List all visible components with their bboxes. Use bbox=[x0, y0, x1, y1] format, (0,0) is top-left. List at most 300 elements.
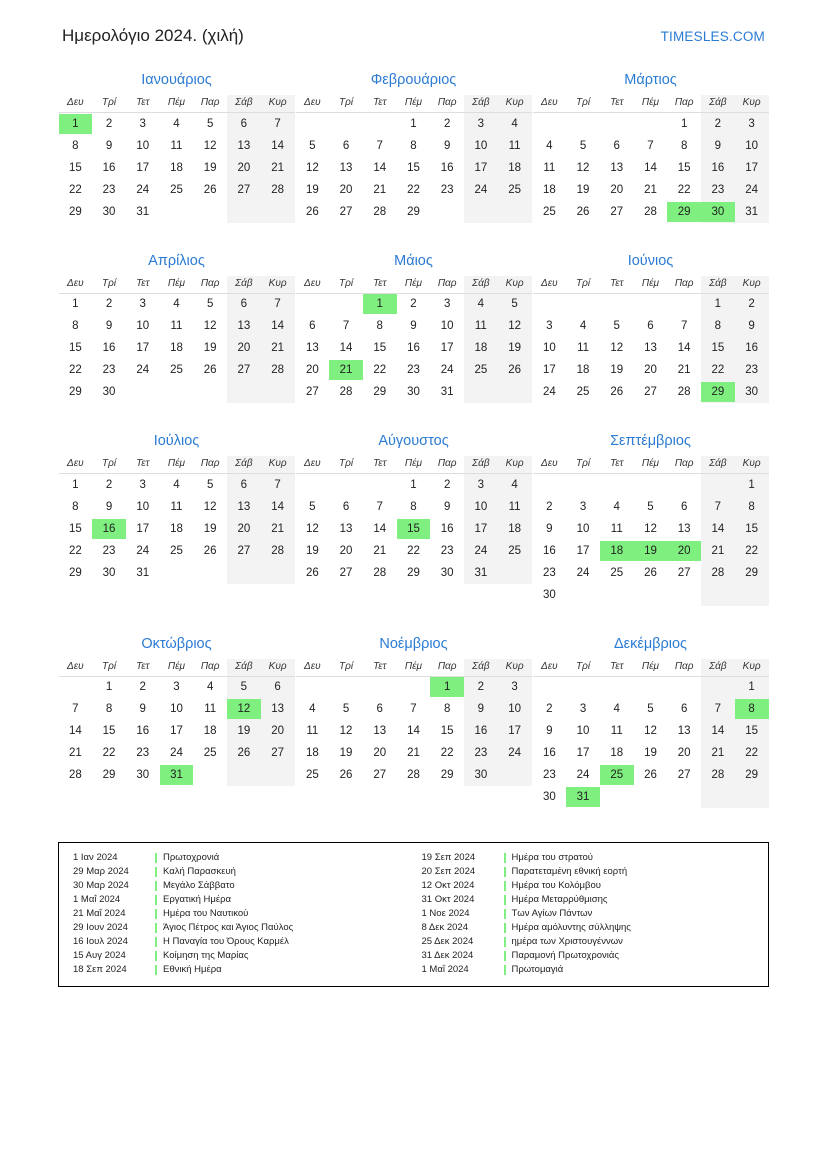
day-cell[interactable] bbox=[261, 540, 295, 562]
day-cell[interactable] bbox=[430, 337, 464, 359]
day-cell[interactable] bbox=[92, 135, 126, 157]
day-cell[interactable] bbox=[160, 518, 194, 540]
day-cell[interactable] bbox=[59, 157, 93, 179]
day-cell[interactable] bbox=[92, 381, 126, 403]
day-cell[interactable] bbox=[735, 337, 769, 359]
day-cell[interactable] bbox=[600, 201, 634, 223]
day-cell[interactable] bbox=[160, 742, 194, 764]
day-cell[interactable] bbox=[59, 135, 93, 157]
day-cell[interactable] bbox=[227, 293, 261, 315]
day-cell[interactable] bbox=[533, 337, 567, 359]
day-cell[interactable] bbox=[667, 742, 701, 764]
day-cell[interactable] bbox=[701, 179, 735, 201]
day-cell[interactable] bbox=[566, 381, 600, 403]
day-cell[interactable] bbox=[634, 562, 668, 584]
brand-link[interactable]: TIMESLES.COM bbox=[660, 28, 765, 44]
day-cell[interactable] bbox=[430, 381, 464, 403]
day-cell[interactable] bbox=[667, 315, 701, 337]
day-cell[interactable] bbox=[329, 698, 363, 720]
day-cell[interactable] bbox=[397, 540, 431, 562]
day-cell[interactable] bbox=[126, 359, 160, 381]
day-cell[interactable] bbox=[261, 113, 295, 135]
day-cell[interactable] bbox=[735, 179, 769, 201]
day-cell[interactable] bbox=[667, 764, 701, 786]
day-cell[interactable] bbox=[160, 337, 194, 359]
day-cell[interactable] bbox=[59, 113, 93, 135]
day-cell[interactable] bbox=[296, 742, 330, 764]
day-cell[interactable] bbox=[363, 315, 397, 337]
day-cell[interactable] bbox=[261, 315, 295, 337]
day-cell[interactable] bbox=[126, 337, 160, 359]
day-cell[interactable] bbox=[227, 474, 261, 496]
day-cell[interactable] bbox=[397, 113, 431, 135]
day-cell[interactable] bbox=[193, 293, 227, 315]
day-cell[interactable] bbox=[634, 381, 668, 403]
day-cell[interactable] bbox=[92, 359, 126, 381]
day-cell[interactable] bbox=[296, 562, 330, 584]
day-cell[interactable] bbox=[498, 293, 532, 315]
day-cell[interactable] bbox=[160, 359, 194, 381]
day-cell[interactable] bbox=[59, 201, 93, 223]
day-cell[interactable] bbox=[498, 179, 532, 201]
day-cell[interactable] bbox=[193, 337, 227, 359]
day-cell[interactable] bbox=[701, 540, 735, 562]
day-cell[interactable] bbox=[430, 293, 464, 315]
day-cell[interactable] bbox=[92, 157, 126, 179]
day-cell[interactable] bbox=[261, 474, 295, 496]
day-cell[interactable] bbox=[667, 179, 701, 201]
day-cell[interactable] bbox=[227, 676, 261, 698]
day-cell[interactable] bbox=[397, 720, 431, 742]
day-cell[interactable] bbox=[566, 742, 600, 764]
day-cell[interactable] bbox=[296, 540, 330, 562]
day-cell[interactable] bbox=[397, 764, 431, 786]
day-cell[interactable] bbox=[600, 337, 634, 359]
day-cell[interactable] bbox=[92, 540, 126, 562]
day-cell[interactable] bbox=[735, 293, 769, 315]
day-cell[interactable] bbox=[634, 135, 668, 157]
day-cell[interactable] bbox=[533, 381, 567, 403]
day-cell[interactable] bbox=[193, 474, 227, 496]
day-cell[interactable] bbox=[193, 113, 227, 135]
day-cell[interactable] bbox=[261, 720, 295, 742]
day-cell[interactable] bbox=[227, 720, 261, 742]
day-cell[interactable] bbox=[701, 293, 735, 315]
day-cell[interactable] bbox=[160, 474, 194, 496]
day-cell[interactable] bbox=[363, 381, 397, 403]
day-cell[interactable] bbox=[498, 742, 532, 764]
day-cell[interactable] bbox=[126, 764, 160, 786]
day-cell[interactable] bbox=[329, 540, 363, 562]
day-cell[interactable] bbox=[667, 720, 701, 742]
day-cell[interactable] bbox=[397, 474, 431, 496]
day-cell[interactable] bbox=[296, 315, 330, 337]
day-cell[interactable] bbox=[430, 113, 464, 135]
day-cell[interactable] bbox=[566, 786, 600, 808]
day-cell[interactable] bbox=[464, 157, 498, 179]
day-cell[interactable] bbox=[92, 315, 126, 337]
day-cell[interactable] bbox=[261, 698, 295, 720]
day-cell[interactable] bbox=[329, 179, 363, 201]
day-cell[interactable] bbox=[735, 562, 769, 584]
day-cell[interactable] bbox=[126, 698, 160, 720]
day-cell[interactable] bbox=[634, 359, 668, 381]
day-cell[interactable] bbox=[498, 720, 532, 742]
day-cell[interactable] bbox=[92, 518, 126, 540]
day-cell[interactable] bbox=[126, 315, 160, 337]
day-cell[interactable] bbox=[329, 135, 363, 157]
day-cell[interactable] bbox=[363, 742, 397, 764]
day-cell[interactable] bbox=[701, 764, 735, 786]
day-cell[interactable] bbox=[329, 315, 363, 337]
day-cell[interactable] bbox=[533, 315, 567, 337]
day-cell[interactable] bbox=[533, 201, 567, 223]
day-cell[interactable] bbox=[634, 179, 668, 201]
day-cell[interactable] bbox=[498, 135, 532, 157]
day-cell[interactable] bbox=[329, 742, 363, 764]
day-cell[interactable] bbox=[227, 496, 261, 518]
day-cell[interactable] bbox=[193, 157, 227, 179]
day-cell[interactable] bbox=[329, 381, 363, 403]
day-cell[interactable] bbox=[126, 293, 160, 315]
day-cell[interactable] bbox=[566, 540, 600, 562]
day-cell[interactable] bbox=[464, 315, 498, 337]
day-cell[interactable] bbox=[296, 359, 330, 381]
day-cell[interactable] bbox=[126, 676, 160, 698]
day-cell[interactable] bbox=[600, 179, 634, 201]
day-cell[interactable] bbox=[533, 720, 567, 742]
day-cell[interactable] bbox=[464, 496, 498, 518]
day-cell[interactable] bbox=[464, 113, 498, 135]
day-cell[interactable] bbox=[59, 540, 93, 562]
day-cell[interactable] bbox=[296, 720, 330, 742]
day-cell[interactable] bbox=[193, 698, 227, 720]
day-cell[interactable] bbox=[735, 698, 769, 720]
day-cell[interactable] bbox=[430, 179, 464, 201]
day-cell[interactable] bbox=[533, 562, 567, 584]
day-cell[interactable] bbox=[498, 113, 532, 135]
day-cell[interactable] bbox=[126, 518, 160, 540]
day-cell[interactable] bbox=[126, 135, 160, 157]
day-cell[interactable] bbox=[397, 359, 431, 381]
day-cell[interactable] bbox=[92, 698, 126, 720]
day-cell[interactable] bbox=[59, 720, 93, 742]
day-cell[interactable] bbox=[261, 518, 295, 540]
day-cell[interactable] bbox=[363, 698, 397, 720]
day-cell[interactable] bbox=[735, 359, 769, 381]
day-cell[interactable] bbox=[59, 742, 93, 764]
day-cell[interactable] bbox=[430, 135, 464, 157]
day-cell[interactable] bbox=[498, 676, 532, 698]
day-cell[interactable] bbox=[397, 496, 431, 518]
day-cell[interactable] bbox=[533, 584, 567, 606]
day-cell[interactable] bbox=[59, 764, 93, 786]
day-cell[interactable] bbox=[92, 113, 126, 135]
day-cell[interactable] bbox=[397, 293, 431, 315]
day-cell[interactable] bbox=[566, 518, 600, 540]
day-cell[interactable] bbox=[296, 496, 330, 518]
day-cell[interactable] bbox=[160, 720, 194, 742]
day-cell[interactable] bbox=[735, 676, 769, 698]
day-cell[interactable] bbox=[533, 742, 567, 764]
day-cell[interactable] bbox=[160, 179, 194, 201]
day-cell[interactable] bbox=[92, 474, 126, 496]
day-cell[interactable] bbox=[160, 135, 194, 157]
day-cell[interactable] bbox=[160, 540, 194, 562]
day-cell[interactable] bbox=[59, 562, 93, 584]
day-cell[interactable] bbox=[701, 135, 735, 157]
day-cell[interactable] bbox=[329, 562, 363, 584]
day-cell[interactable] bbox=[126, 720, 160, 742]
day-cell[interactable] bbox=[92, 293, 126, 315]
day-cell[interactable] bbox=[92, 720, 126, 742]
day-cell[interactable] bbox=[363, 337, 397, 359]
day-cell[interactable] bbox=[634, 698, 668, 720]
day-cell[interactable] bbox=[227, 315, 261, 337]
day-cell[interactable] bbox=[566, 562, 600, 584]
day-cell[interactable] bbox=[667, 496, 701, 518]
day-cell[interactable] bbox=[701, 315, 735, 337]
day-cell[interactable] bbox=[329, 337, 363, 359]
day-cell[interactable] bbox=[464, 698, 498, 720]
day-cell[interactable] bbox=[735, 764, 769, 786]
day-cell[interactable] bbox=[59, 474, 93, 496]
day-cell[interactable] bbox=[397, 201, 431, 223]
day-cell[interactable] bbox=[600, 381, 634, 403]
day-cell[interactable] bbox=[464, 676, 498, 698]
day-cell[interactable] bbox=[735, 518, 769, 540]
day-cell[interactable] bbox=[92, 496, 126, 518]
day-cell[interactable] bbox=[193, 496, 227, 518]
day-cell[interactable] bbox=[735, 113, 769, 135]
day-cell[interactable] bbox=[397, 179, 431, 201]
day-cell[interactable] bbox=[667, 337, 701, 359]
day-cell[interactable] bbox=[464, 764, 498, 786]
day-cell[interactable] bbox=[600, 698, 634, 720]
day-cell[interactable] bbox=[667, 113, 701, 135]
day-cell[interactable] bbox=[464, 474, 498, 496]
day-cell[interactable] bbox=[701, 562, 735, 584]
day-cell[interactable] bbox=[397, 315, 431, 337]
day-cell[interactable] bbox=[227, 113, 261, 135]
day-cell[interactable] bbox=[160, 496, 194, 518]
day-cell[interactable] bbox=[600, 518, 634, 540]
day-cell[interactable] bbox=[533, 157, 567, 179]
day-cell[interactable] bbox=[701, 496, 735, 518]
day-cell[interactable] bbox=[227, 135, 261, 157]
day-cell[interactable] bbox=[701, 359, 735, 381]
day-cell[interactable] bbox=[566, 135, 600, 157]
day-cell[interactable] bbox=[533, 698, 567, 720]
day-cell[interactable] bbox=[193, 179, 227, 201]
day-cell[interactable] bbox=[735, 135, 769, 157]
day-cell[interactable] bbox=[634, 742, 668, 764]
day-cell[interactable] bbox=[533, 496, 567, 518]
day-cell[interactable] bbox=[160, 698, 194, 720]
day-cell[interactable] bbox=[160, 293, 194, 315]
day-cell[interactable] bbox=[227, 518, 261, 540]
day-cell[interactable] bbox=[667, 381, 701, 403]
day-cell[interactable] bbox=[126, 540, 160, 562]
day-cell[interactable] bbox=[667, 698, 701, 720]
day-cell[interactable] bbox=[498, 337, 532, 359]
day-cell[interactable] bbox=[329, 764, 363, 786]
day-cell[interactable] bbox=[634, 720, 668, 742]
day-cell[interactable] bbox=[329, 720, 363, 742]
day-cell[interactable] bbox=[363, 135, 397, 157]
day-cell[interactable] bbox=[329, 157, 363, 179]
day-cell[interactable] bbox=[126, 496, 160, 518]
day-cell[interactable] bbox=[430, 720, 464, 742]
day-cell[interactable] bbox=[498, 157, 532, 179]
day-cell[interactable] bbox=[430, 157, 464, 179]
day-cell[interactable] bbox=[397, 742, 431, 764]
day-cell[interactable] bbox=[701, 201, 735, 223]
day-cell[interactable] bbox=[735, 201, 769, 223]
day-cell[interactable] bbox=[126, 179, 160, 201]
day-cell[interactable] bbox=[634, 764, 668, 786]
day-cell[interactable] bbox=[92, 562, 126, 584]
day-cell[interactable] bbox=[92, 201, 126, 223]
day-cell[interactable] bbox=[464, 359, 498, 381]
day-cell[interactable] bbox=[430, 496, 464, 518]
day-cell[interactable] bbox=[634, 315, 668, 337]
day-cell[interactable] bbox=[296, 337, 330, 359]
day-cell[interactable] bbox=[261, 293, 295, 315]
day-cell[interactable] bbox=[363, 496, 397, 518]
day-cell[interactable] bbox=[397, 518, 431, 540]
day-cell[interactable] bbox=[533, 359, 567, 381]
day-cell[interactable] bbox=[634, 157, 668, 179]
day-cell[interactable] bbox=[160, 676, 194, 698]
day-cell[interactable] bbox=[735, 496, 769, 518]
day-cell[interactable] bbox=[735, 742, 769, 764]
day-cell[interactable] bbox=[464, 720, 498, 742]
day-cell[interactable] bbox=[193, 540, 227, 562]
day-cell[interactable] bbox=[227, 742, 261, 764]
day-cell[interactable] bbox=[566, 698, 600, 720]
day-cell[interactable] bbox=[498, 496, 532, 518]
day-cell[interactable] bbox=[126, 157, 160, 179]
day-cell[interactable] bbox=[464, 540, 498, 562]
day-cell[interactable] bbox=[296, 698, 330, 720]
day-cell[interactable] bbox=[397, 337, 431, 359]
day-cell[interactable] bbox=[397, 157, 431, 179]
day-cell[interactable] bbox=[430, 562, 464, 584]
day-cell[interactable] bbox=[533, 540, 567, 562]
day-cell[interactable] bbox=[533, 179, 567, 201]
day-cell[interactable] bbox=[126, 562, 160, 584]
day-cell[interactable] bbox=[363, 293, 397, 315]
day-cell[interactable] bbox=[193, 720, 227, 742]
day-cell[interactable] bbox=[227, 698, 261, 720]
day-cell[interactable] bbox=[92, 764, 126, 786]
day-cell[interactable] bbox=[600, 157, 634, 179]
day-cell[interactable] bbox=[566, 359, 600, 381]
day-cell[interactable] bbox=[261, 742, 295, 764]
day-cell[interactable] bbox=[600, 359, 634, 381]
day-cell[interactable] bbox=[430, 315, 464, 337]
day-cell[interactable] bbox=[227, 179, 261, 201]
day-cell[interactable] bbox=[634, 337, 668, 359]
day-cell[interactable] bbox=[667, 359, 701, 381]
day-cell[interactable] bbox=[600, 764, 634, 786]
day-cell[interactable] bbox=[363, 359, 397, 381]
day-cell[interactable] bbox=[634, 201, 668, 223]
day-cell[interactable] bbox=[735, 381, 769, 403]
day-cell[interactable] bbox=[59, 518, 93, 540]
day-cell[interactable] bbox=[59, 293, 93, 315]
day-cell[interactable] bbox=[533, 764, 567, 786]
day-cell[interactable] bbox=[498, 359, 532, 381]
day-cell[interactable] bbox=[363, 720, 397, 742]
day-cell[interactable] bbox=[160, 315, 194, 337]
day-cell[interactable] bbox=[735, 540, 769, 562]
day-cell[interactable] bbox=[59, 359, 93, 381]
day-cell[interactable] bbox=[193, 676, 227, 698]
day-cell[interactable] bbox=[566, 157, 600, 179]
day-cell[interactable] bbox=[533, 135, 567, 157]
day-cell[interactable] bbox=[261, 359, 295, 381]
day-cell[interactable] bbox=[701, 698, 735, 720]
day-cell[interactable] bbox=[363, 518, 397, 540]
day-cell[interactable] bbox=[227, 540, 261, 562]
day-cell[interactable] bbox=[363, 562, 397, 584]
day-cell[interactable] bbox=[430, 540, 464, 562]
day-cell[interactable] bbox=[193, 742, 227, 764]
day-cell[interactable] bbox=[430, 698, 464, 720]
day-cell[interactable] bbox=[430, 676, 464, 698]
day-cell[interactable] bbox=[464, 742, 498, 764]
day-cell[interactable] bbox=[701, 157, 735, 179]
day-cell[interactable] bbox=[701, 720, 735, 742]
day-cell[interactable] bbox=[667, 518, 701, 540]
day-cell[interactable] bbox=[227, 337, 261, 359]
day-cell[interactable] bbox=[92, 337, 126, 359]
day-cell[interactable] bbox=[701, 113, 735, 135]
day-cell[interactable] bbox=[464, 518, 498, 540]
day-cell[interactable] bbox=[498, 474, 532, 496]
day-cell[interactable] bbox=[735, 157, 769, 179]
day-cell[interactable] bbox=[160, 764, 194, 786]
day-cell[interactable] bbox=[600, 540, 634, 562]
day-cell[interactable] bbox=[363, 157, 397, 179]
day-cell[interactable] bbox=[634, 540, 668, 562]
day-cell[interactable] bbox=[261, 496, 295, 518]
day-cell[interactable] bbox=[92, 179, 126, 201]
day-cell[interactable] bbox=[126, 474, 160, 496]
day-cell[interactable] bbox=[160, 157, 194, 179]
day-cell[interactable] bbox=[498, 315, 532, 337]
day-cell[interactable] bbox=[397, 135, 431, 157]
day-cell[interactable] bbox=[397, 381, 431, 403]
day-cell[interactable] bbox=[329, 518, 363, 540]
day-cell[interactable] bbox=[464, 179, 498, 201]
day-cell[interactable] bbox=[634, 518, 668, 540]
day-cell[interactable] bbox=[701, 742, 735, 764]
day-cell[interactable] bbox=[735, 720, 769, 742]
day-cell[interactable] bbox=[59, 179, 93, 201]
day-cell[interactable] bbox=[464, 135, 498, 157]
day-cell[interactable] bbox=[296, 201, 330, 223]
day-cell[interactable] bbox=[430, 518, 464, 540]
day-cell[interactable] bbox=[363, 540, 397, 562]
day-cell[interactable] bbox=[261, 135, 295, 157]
day-cell[interactable] bbox=[397, 698, 431, 720]
day-cell[interactable] bbox=[193, 359, 227, 381]
day-cell[interactable] bbox=[59, 315, 93, 337]
day-cell[interactable] bbox=[296, 157, 330, 179]
